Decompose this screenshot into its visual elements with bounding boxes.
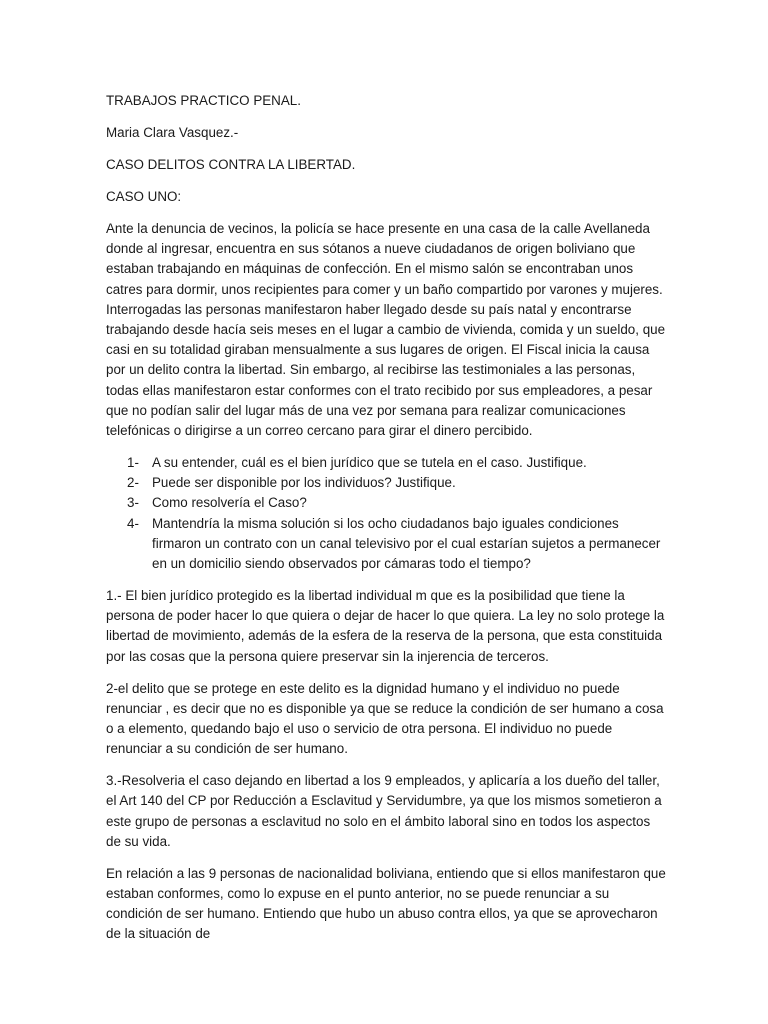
list-item [106, 514, 666, 575]
questions-list [106, 453, 666, 574]
answer-paragraph-2: 2-el delito que se protege en este delito es la dignidad humano y el individuo no puede renunciar , es decir que no es disponible ya que se reduce la condición de ser humano a cosa o a elemento, quedando bajo el uso o servicio de otra persona. El individuo no puede renunciar a su condición de ser humano. [106, 680, 664, 757]
case-paragraph: Ante la denuncia de vecinos, la policía se hace presente en una casa de la calle Avellaneda donde al ingresar, encuentra en sus sótanos a nueve ciudadanos de origen boliviano que estaban trabajando en máquinas de confección. En el mismo salón se encontraban unos catres para dormir, unos recipientes para comer y un baño compartido por varones y mujeres. Interrogadas las personas manifestaron haber llegado desde su país natal y encontrarse trabajando desde hacía seis meses en el lugar a cambio de vivienda, comida y un sueldo, que casi en su totalidad giraban mensualmente a sus lugares de origen. El Fiscal inicia la causa por un delito contra la libertad. Sin embargo, al recibirse las testimoniales a las personas, todas ellas manifestaron estar conformes con el trato recibido por sus empleadores, a pesar que no podían salir del lugar más de una vez por semana para realizar comunicaciones telefónicas o dirigirse a un correo cercano para girar el dinero percibido. [106, 221, 666, 439]
answer-paragraph-1: 1.- El bien jurídico protegido es la libertad individual m que es la posibilidad que tiene la persona de poder hacer lo que quiera o dejar de hacer lo que quiera. La ley no solo protege la libertad de movimiento, además de la esfera de la reserva de la persona, que esta constituida por las cosas que la persona quiere preservar sin la injerencia de terceros. [106, 588, 665, 664]
case-heading: CASO UNO: [106, 189, 182, 204]
question-number: 1- [127, 455, 139, 471]
list-item [106, 473, 666, 493]
document-subject: CASO DELITOS CONTRA LA LIBERTAD. [106, 157, 356, 172]
question-number: 2- [127, 475, 139, 491]
question-text: Mantendría la misma solución si los ocho ciudadanos bajo iguales condiciones firmaron un contrato con un canal televisivo por el cual estarían sujetos a permanecer en un domicilio siendo observados por cámaras todo el tiempo? [152, 515, 661, 572]
question-number: 3- [127, 495, 139, 511]
document-page [106, 91, 666, 956]
document-author: Maria Clara Vasquez.- [106, 125, 239, 140]
answer-paragraph-3: 3.-Resolveria el caso dejando en libertad a los 9 empleados, y aplicaría a los dueño del taller, el Art 140 del CP por Reducción a Esclavitud y Servidumbre, ya que los mismos sometieron a este grupo de personas a esclavitud no solo en el ámbito laboral sino en todos los aspectos de su vida. [106, 773, 662, 849]
question-text: Como resolvería el Caso? [152, 495, 307, 511]
question-text: A su entender, cuál es el bien jurídico que se tutela en el caso. Justifique. [152, 455, 587, 471]
document-title: TRABAJOS PRACTICO PENAL. [106, 93, 301, 108]
question-number: 4- [127, 515, 139, 531]
question-text: Puede ser disponible por los individuos? Justifique. [152, 475, 456, 491]
list-item [106, 453, 666, 473]
answer-paragraph-4: En relación a las 9 personas de nacionalidad boliviana, entiendo que si ellos manifestaron que estaban conformes, como lo expuse en el punto anterior, no se puede renunciar a su condición de ser humano. Entiendo que hubo un abuso contra ellos, ya que se aprovecharon de la situación de [106, 865, 666, 942]
list-item [106, 493, 666, 513]
